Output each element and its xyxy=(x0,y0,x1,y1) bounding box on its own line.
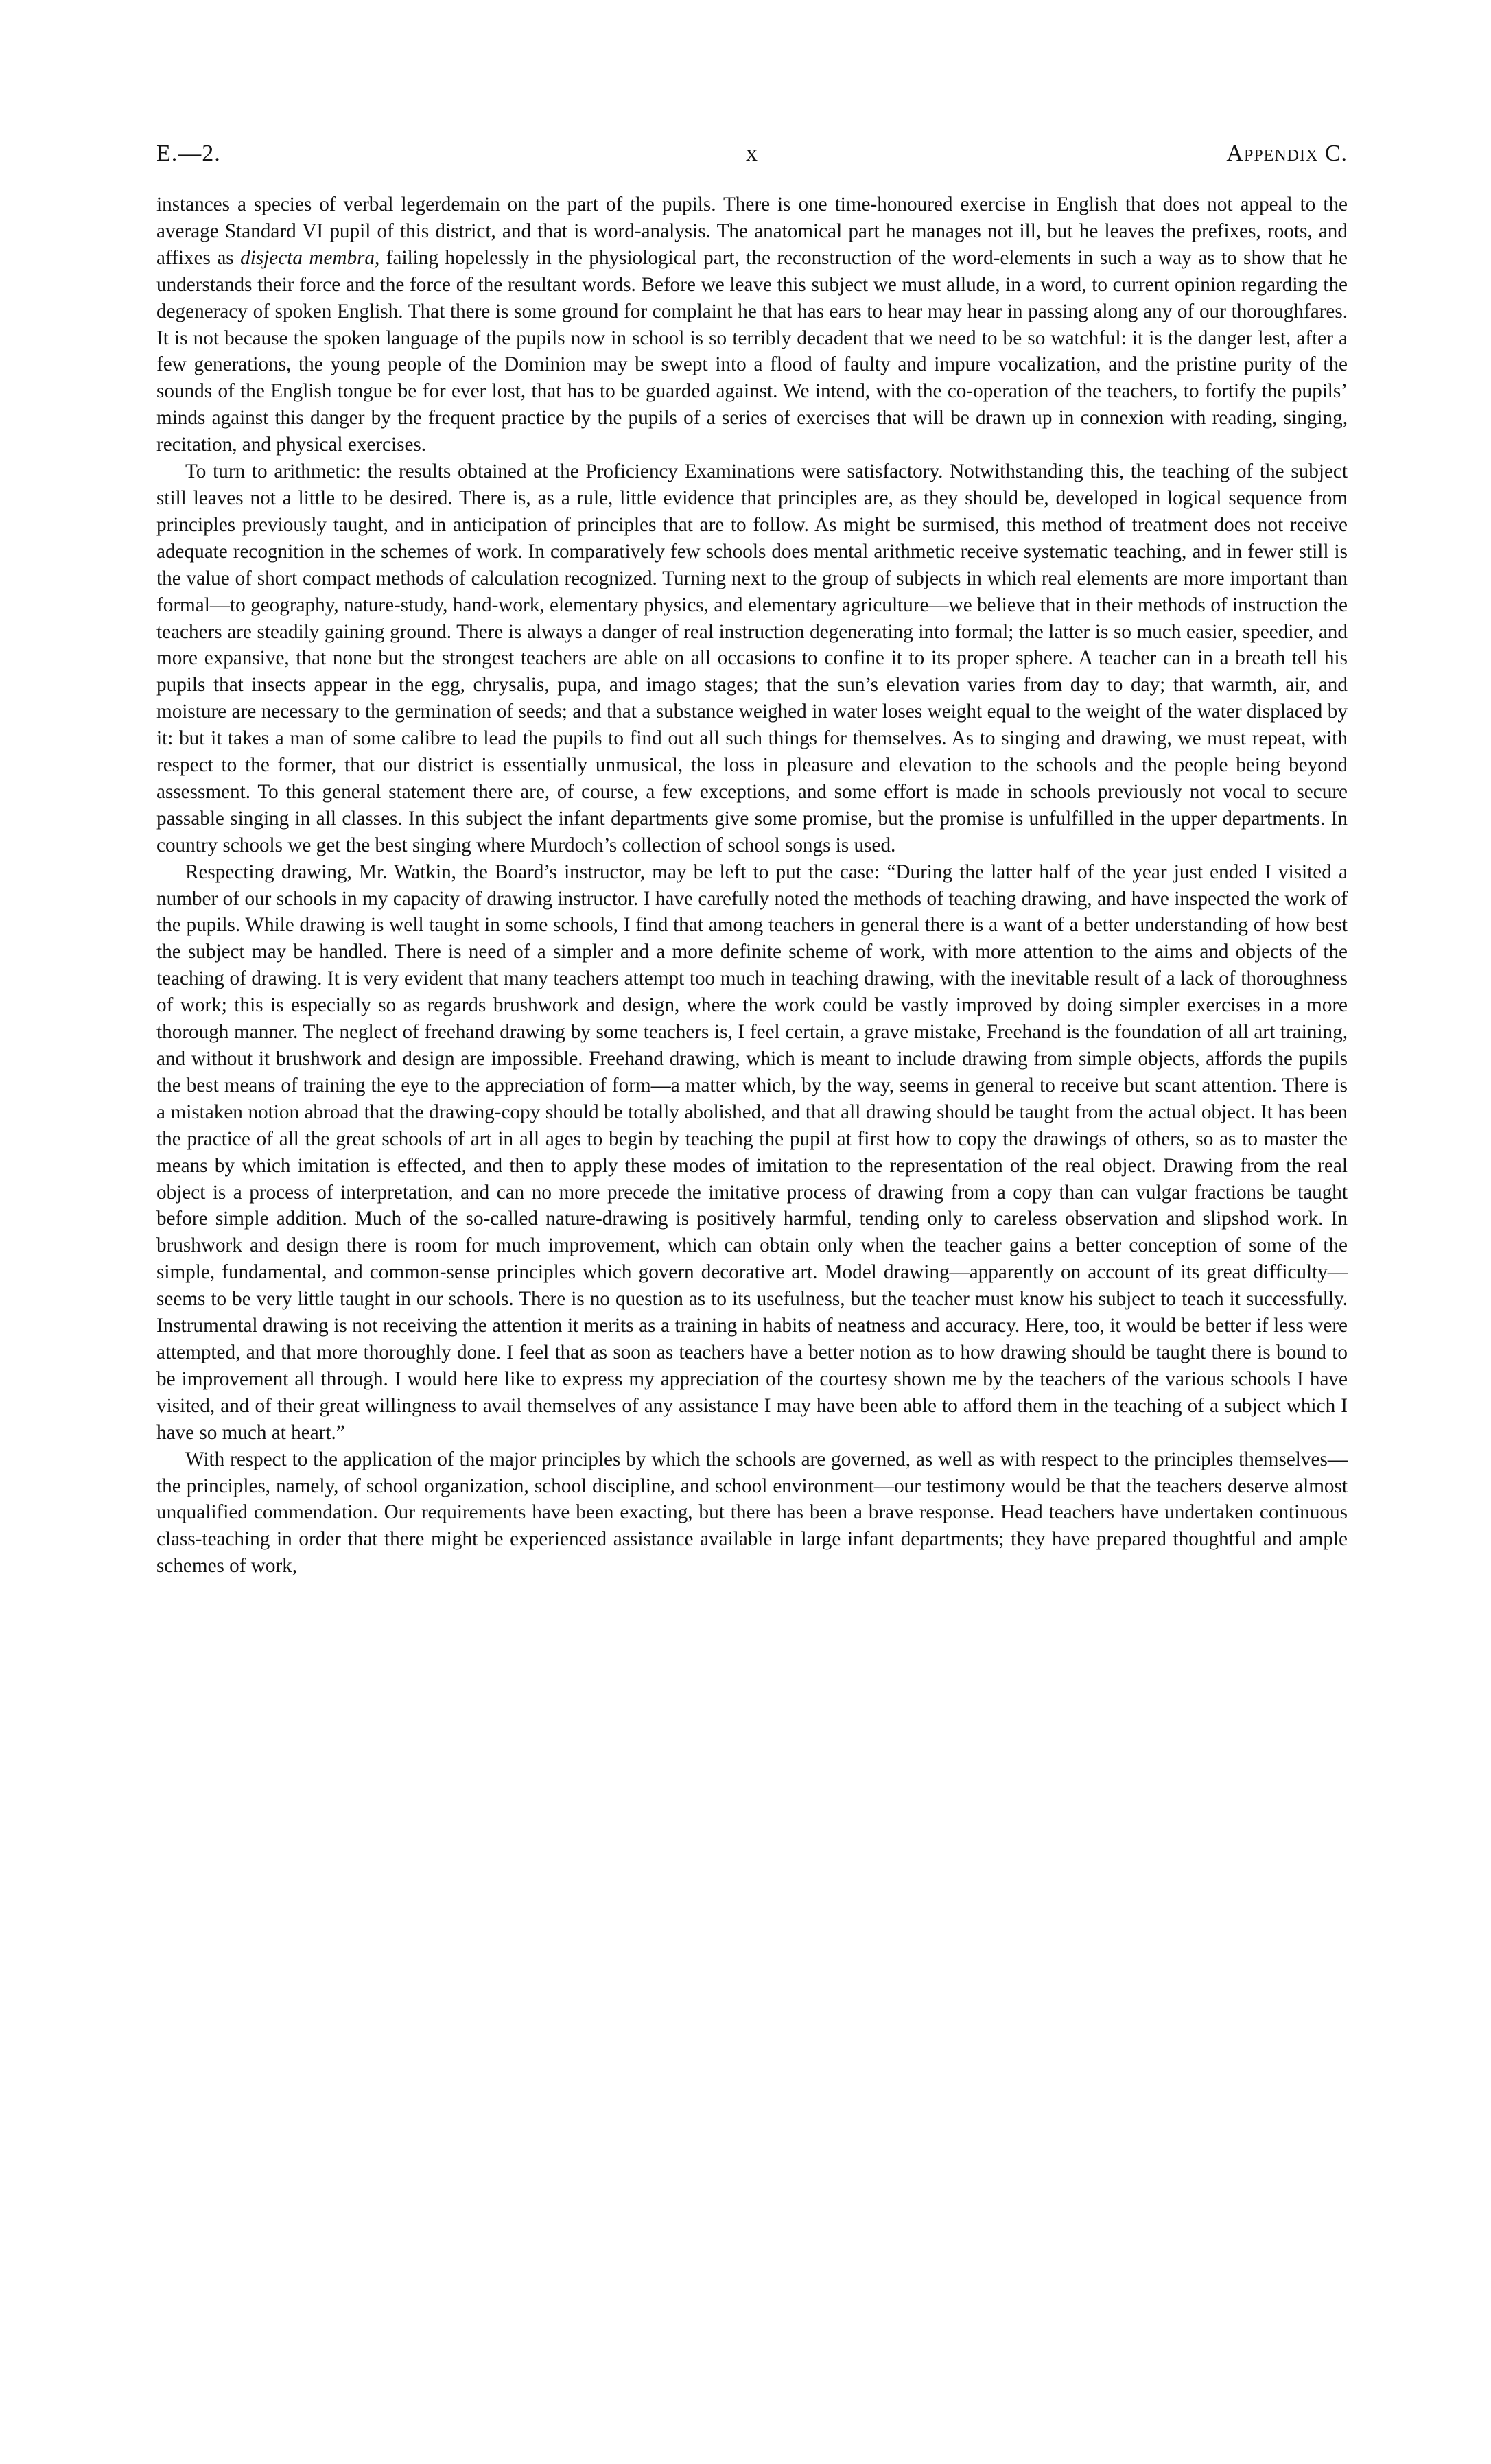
italic-phrase: disjecta membra xyxy=(240,246,375,269)
text-run: With respect to the application of the major principles by which the schools are governed, as well as with respect to the principles themselves—the principles, namely, of school organization, school discipline, and school environment—our testimony would be that the teachers deserve almost unqualified commendation. Our requirements have been exacting, but there has been a brave response. Head teachers have undertaken continuous class-teaching in order that there might be experienced assistance available in large infant departments; they have prepared thoughtful and ample schemes of work, xyxy=(156,1448,1348,1577)
paragraph-arithmetic xyxy=(156,458,1348,859)
text-run: Respecting drawing, Mr. Watkin, the Board’s instructor, may be left to put the case: “During the latter half of the year just ended I visited a number of our schools in my capacity of drawing instructor. I have carefully noted the methods of teaching drawing, and have inspected the work of the pupils. While drawing is well taught in some schools, I find that among teachers in general there is a want of a better understanding of how best the subject may be handled. There is need of a simpler and a more definite scheme of work, with more attention to the aims and objects of the teaching of drawing. It is very evident that many teachers attempt too much in teaching drawing, with the inevitable result of a lack of thoroughness of work; this is especially so as regards brushwork and design, where the work could be vastly improved by doing simpler exercises in a more thorough manner. The neglect of freehand drawing by some teachers is, I feel certain, a grave mistake, Freehand is the foundation of all art training, and without it brushwork and design are impossible. Freehand drawing, which is meant to include drawing from simple objects, affords the pupils the best means of training the eye to the appreciation of form—a matter which, by the way, seems in general to receive but scant attention. There is a mistaken notion abroad that the drawing-copy should be totally abolished, and that all drawing should be taught from the actual object. It has been the practice of all the great schools of art in all ages to begin by teaching the pupil at first how to copy the drawings of others, so as to master the means by which imitation is effected, and then to apply these modes of imitation to the representation of the real object. Drawing from the real object is a process of interpretation, and can no more precede the imitative process of drawing from a copy than can vulgar fractions be taught before simple addition. Much of the so-called nature-drawing is positively harmful, tending only to careless observation and slipshod work. In brushwork and design there is room for much improvement, which can obtain only when the teacher gains a better conception of some of the simple, fundamental, and common-sense principles which govern decorative art. Model drawing—apparently on account of its great difficulty—seems to be very little taught in our schools. There is no question as to its usefulness, but the teacher must know his subject to teach it successfully. Instrumental drawing is not receiving the attention it merits as a training in habits of neatness and accuracy. Here, too, it would be better if less were attempted, and that more thoroughly done. I feel that as soon as teachers have a better notion as to how drawing should be taught there is bound to be improvement all through. I would here like to express my appreciation of the courtesy shown me by the teachers of the various schools I have visited, and of their great willingness to avail themselves of any assistance I may have been able to afford them in the teaching of a subject which I have so much at heart.” xyxy=(156,860,1348,1444)
text-run: instances a species of verbal legerdemain on the part of the pupils. There is one time-honoured exercise in English that does not appeal to the average Standard VI pupil of this district, and that is word-analysis. The anatomical part he manages not ill, but he leaves the prefixes, roots, and affixes as xyxy=(156,193,1348,269)
running-header xyxy=(156,141,1348,182)
paragraph-english xyxy=(156,191,1348,458)
body-text xyxy=(156,191,1348,1580)
header-reference: E.—2. xyxy=(156,141,221,166)
text-run: To turn to arithmetic: the results obtained at the Proficiency Examinations were satisfactory. Notwithstanding this, the teaching of the subject still leaves not a little to be desired. There is, as a rule, little evidence that principles are, as they should be, developed in logical sequence from principles previously taught, and in anticipation of principles that are to follow. As might be surmised, this method of treatment does not receive adequate recognition in the schemes of work. In comparatively few schools does mental arithmetic receive systematic teaching, and in fewer still is the value of short compact methods of calculation recognized. Turning next to the group of subjects in which real elements are more important than formal—to geography, nature-study, hand-work, elementary physics, and elementary agriculture—we believe that in their methods of instruction the teachers are steadily gaining ground. There is always a danger of real instruction degenerating into formal; the latter is so much easier, speedier, and more expansive, that none but the strongest teachers are able on all occasions to confine it to its proper sphere. A teacher can in a breath tell his pupils that insects appear in the egg, chrysalis, pupa, and imago stages; that the sun’s elevation varies from day to day; that warmth, air, and moisture are necessary to the germination of seeds; and that a substance weighed in water loses weight equal to the weight of the water displaced by it: but it takes a man of some calibre to lead the pupils to find out all such things for themselves. As to singing and drawing, we must repeat, with respect to the former, that our district is essentially unmusical, the loss in pleasure and elevation to the schools and the people being beyond assessment. To this general statement there are, of course, a few exceptions, and some effort is made in schools previously not vocal to secure passable singing in all classes. In this subject the infant departments give some promise, but the promise is unfulfilled in the upper departments. In country schools we get the best singing where Murdoch’s collection of school songs is used. xyxy=(156,460,1348,856)
paragraph-principles xyxy=(156,1446,1348,1580)
document-page xyxy=(156,141,1348,1580)
page-number: x xyxy=(746,141,758,166)
text-run: , failing hopelessly in the physiological part, the reconstruction of the word-elements in such a way as to show that he understands their force and the force of the resultant words. Before we leave this subject we must allude, in a word, to current opinion regarding the degeneracy of spoken English. That there is some ground for complaint he that has ears to hear may hear in passing along any of our thoroughfares. It is not because the spoken language of the pupils now in school is so terribly decadent that we need to be so watchful: it is the danger lest, after a few generations, the young people of the Dominion may be swept into a flood of faulty and impure vocalization, and the pristine purity of the sounds of the English tongue be for ever lost, that has to be guarded against. We intend, with the co-operation of the teachers, to fortify the pupils’ minds against this danger by the frequent practice by the pupils of a series of exercises that will be drawn up in connexion with reading, singing, recitation, and physical exercises. xyxy=(156,246,1348,456)
header-appendix: Appendix C. xyxy=(1226,141,1348,166)
paragraph-drawing xyxy=(156,859,1348,1446)
